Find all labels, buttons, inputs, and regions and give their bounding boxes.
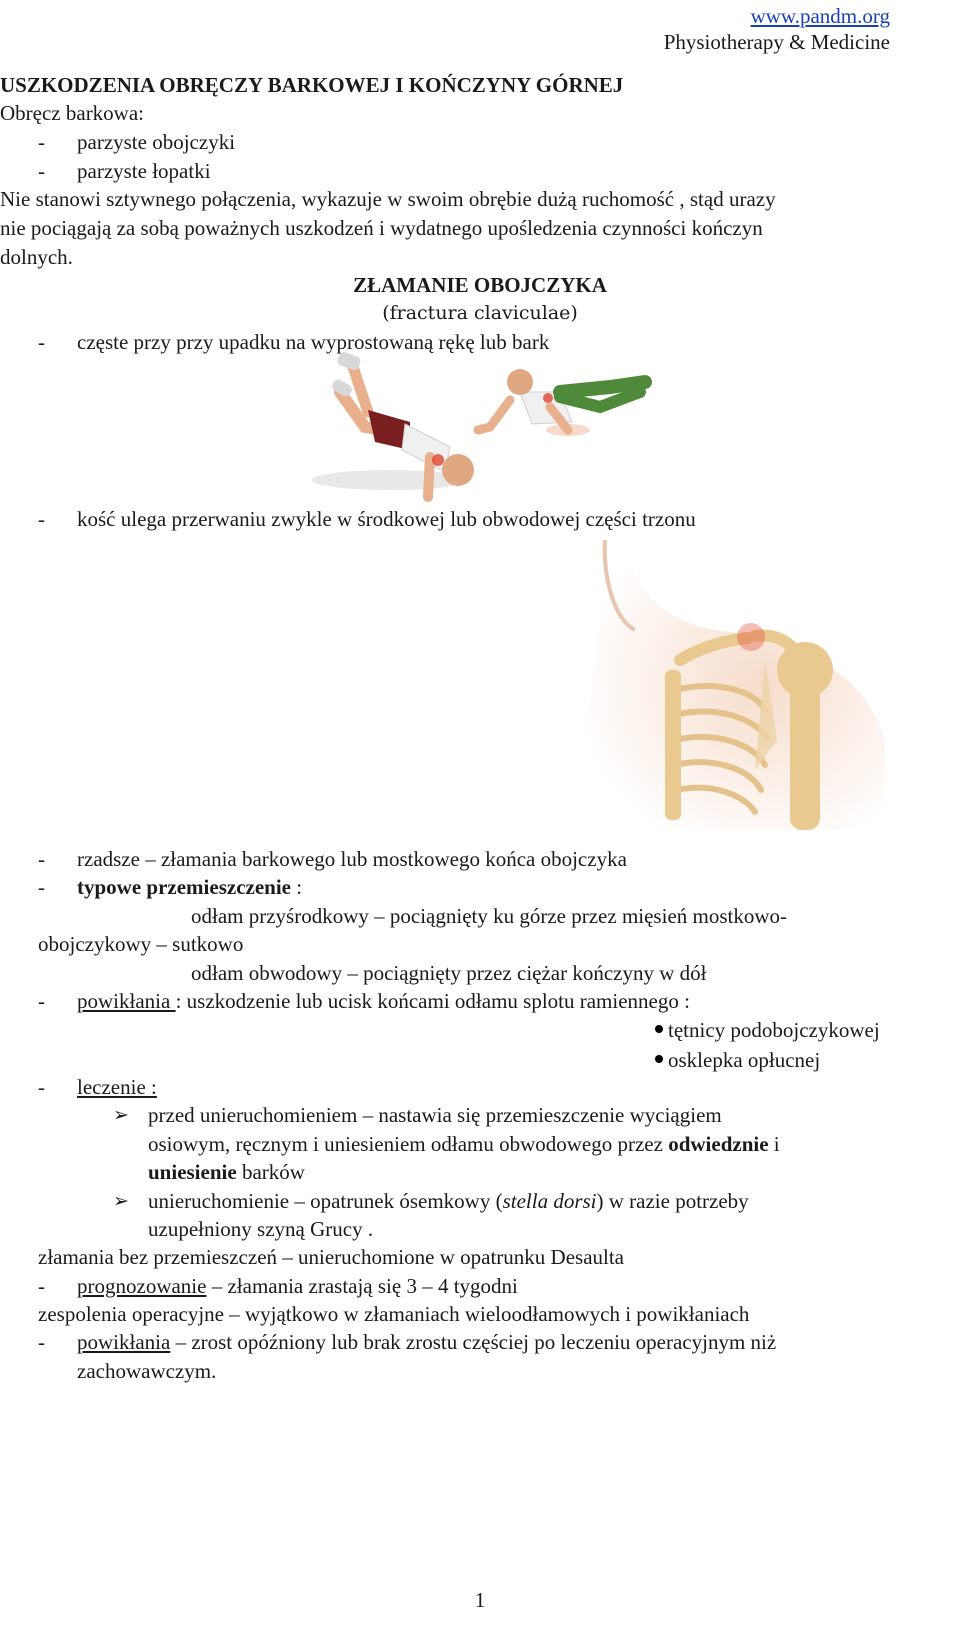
header-subtitle: Physiotherapy & Medicine bbox=[663, 30, 890, 54]
arrow-bullet-icon: ➢ bbox=[113, 1190, 129, 1212]
section-heading: ZŁAMANIE OBOJCZYKA bbox=[353, 273, 607, 297]
treatment-step: unieruchomienie – opatrunek ósemkowy (stella dorsi) w razie potrzeby bbox=[148, 1189, 749, 1213]
website-link[interactable]: www.pandm.org bbox=[750, 4, 890, 28]
bullet-icon bbox=[655, 1055, 663, 1063]
operative-text: zespolenia operacyjne – wyjątkowo w złamaniach wieloodłamowych i powikłaniach bbox=[38, 1302, 750, 1326]
intro-text: nie pociągają za sobą poważnych uszkodzeń i wydatnego upośledzenia czynności kończyn bbox=[0, 216, 763, 240]
displacement-medial: odłam przyśrodkowy – pociągnięty ku górze przez mięsień mostkowo- bbox=[191, 904, 788, 928]
section-latin: (fractura claviculae) bbox=[382, 302, 578, 324]
complication-item: osklepka opłucnej bbox=[668, 1048, 821, 1072]
intro-text: Nie stanowi sztywnego połączenia, wykazuje w swoim obrębie dużą ruchomość , stąd urazy bbox=[0, 187, 776, 211]
clavicle-fracture-illustration bbox=[515, 540, 895, 830]
bullet-icon bbox=[655, 1025, 663, 1033]
no-displacement-text: złamania bez przemieszczeń – unieruchomione w opatrunku Desaulta bbox=[38, 1245, 625, 1269]
complications-late-cont: zachowawczym. bbox=[77, 1359, 217, 1383]
page-number: 1 bbox=[474, 1588, 486, 1612]
page-title: USZKODZENIA OBRĘCZY BARKOWEJ I KOŃCZYNY GÓRNEJ bbox=[0, 73, 624, 97]
displacement-lateral: odłam obwodowy – pociągnięty przez ciężar kończyny w dół bbox=[191, 961, 707, 985]
arrow-bullet-icon: ➢ bbox=[113, 1104, 129, 1126]
intro-text: dolnych. bbox=[0, 245, 73, 269]
treatment-step-cont: osiowym, ręcznym i uniesieniem odłamu obwodowego przez odwiedznie i bbox=[148, 1132, 780, 1156]
treatment-step-cont: uniesienie barków bbox=[148, 1160, 305, 1184]
displacement-medial-cont: obojczykowy – sutkowo bbox=[38, 932, 244, 956]
complication-item: tętnicy podobojczykowej bbox=[668, 1018, 880, 1042]
treatment-step-cont: uzupełniony szyną Grucy . bbox=[148, 1217, 374, 1241]
intro-label: Obręcz barkowa: bbox=[0, 101, 145, 125]
fall-illustration bbox=[310, 352, 660, 507]
treatment-step: przed unieruchomieniem – nastawia się przemieszczenie wyciągiem bbox=[148, 1103, 722, 1127]
